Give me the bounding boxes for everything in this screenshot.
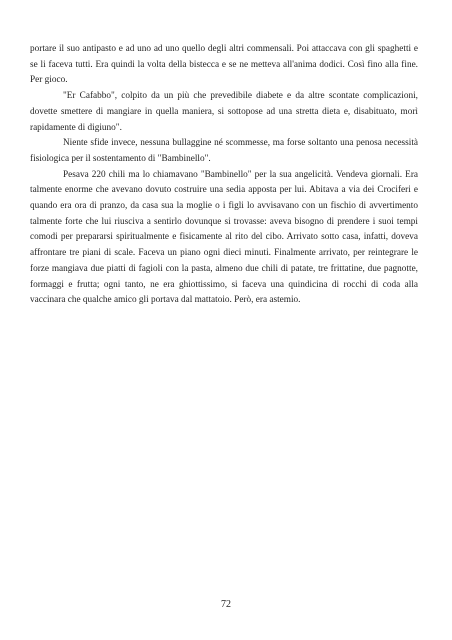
- paragraph-bambinello: Pesava 220 chili ma lo chiamavano "Bambinello" per la sua angelicità. Vendeva giornali. Era talmente enorme che avevano dovuto costruire una sedia apposta per lui. Abitava a via dei Crociferi e quando era ora di pranzo, da casa sua la moglie o i figli lo avvisavano con un fischio di avvertimento talmente forte che lui riusciva a sentirlo dovunque si trovasse: aveva bisogno di prendere i suoi tempi comodi per prepararsi spiritualmente e fisicamente al rito del cibo. Arrivato sotto casa, infatti, doveva affrontare tre piani di scale. Faceva un piano ogni dieci minuti. Finalmente arrivato, per reintegrare le forze mangiava due piatti di fagioli con la pasta, almeno due chili di patate, tre frittatine, due pagnotte, formaggi e frutta; ogni tanto, ne era ghiottissimo, si faceva una quindicina di rocchi di coda alla vaccinara che qualche amico gli portava dal mattatoio. Però, era astemio.: [30, 169, 418, 306]
- paragraph-cafabbo: "Er Cafabbo", colpito da un più che prevedibile diabete e da altre scontate complicazioni, dovette smettere di mangiare in quella maniera, si sottopose ad una stretta dieta e, disabituato, morì rapidamente di digiuno".: [30, 91, 418, 133]
- body-text: [30, 42, 418, 309]
- paragraph-niente-sfide: Niente sfide invece, nessuna bullaggine né scommesse, ma forse soltanto una penosa necessità fisiologica per il sostentamento di "Bambinello".: [30, 138, 418, 164]
- page-number: 72: [221, 599, 231, 610]
- paragraph-continuation: portare il suo antipasto e ad uno ad uno quello degli altri commensali. Poi attaccava con gli spaghetti e se li faceva tutti. Era quindi la volta della bistecca e se ne metteva all'anima dodici. Così fino alla fine. Per gioco.: [30, 44, 418, 86]
